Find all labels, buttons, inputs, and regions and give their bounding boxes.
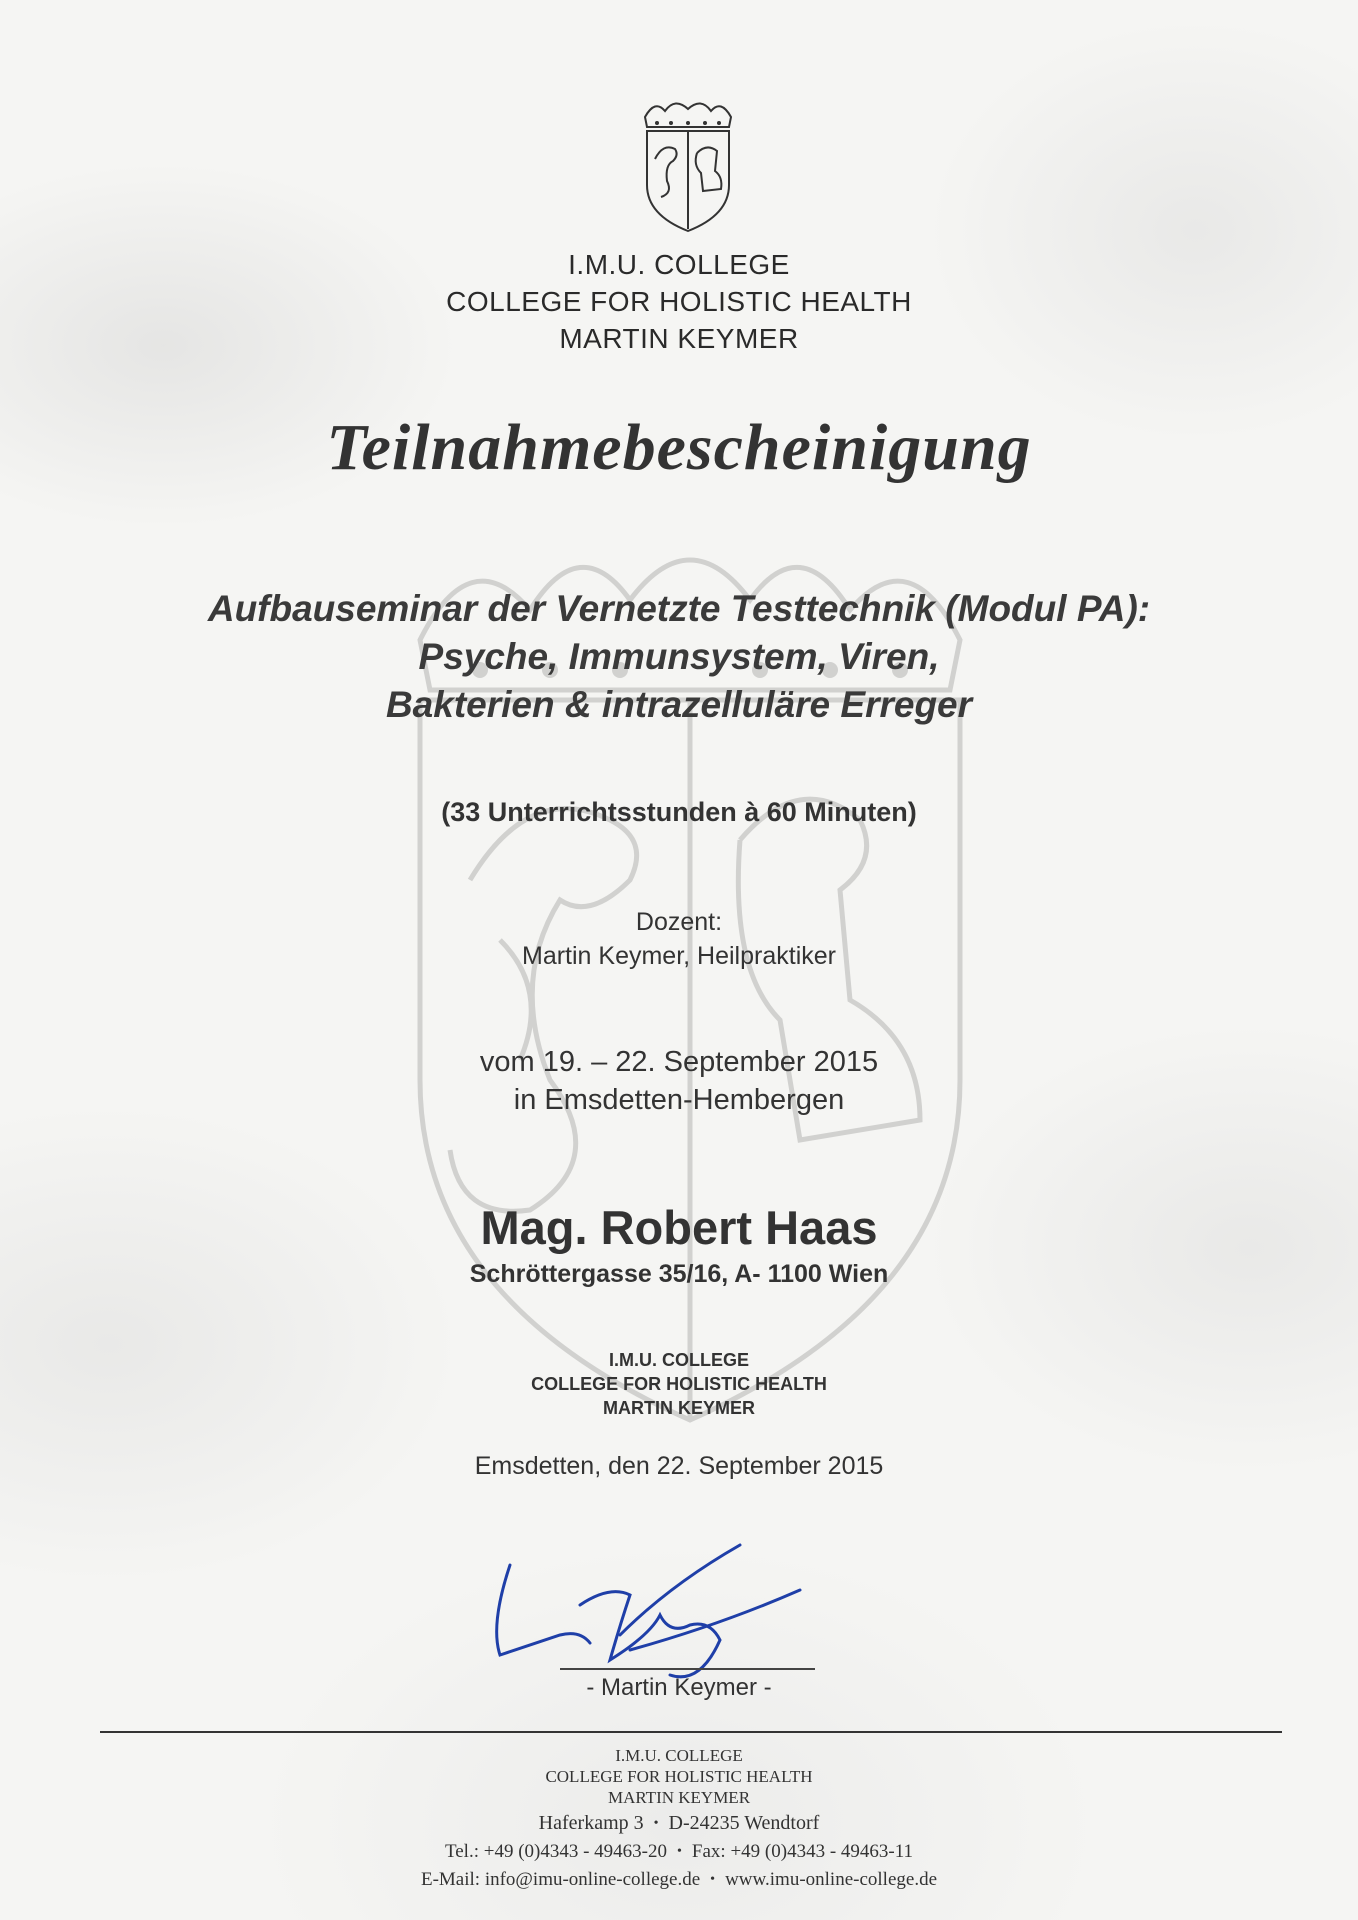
signer-name: - Martin Keymer -: [586, 1674, 772, 1701]
footer-street: Haferkamp 3: [538, 1812, 644, 1834]
separator-icon: •: [653, 1816, 659, 1831]
college-stamp: [0, 1348, 1358, 1420]
footer-website[interactable]: www.imu-online-college.de: [725, 1869, 938, 1890]
college-crest-icon: [641, 95, 735, 233]
footer-line: COLLEGE FOR HOLISTIC HEALTH: [545, 1767, 813, 1786]
participant-address: Schröttergasse 35/16, A- 1100 Wien: [469, 1260, 889, 1288]
course-period: [0, 1043, 1358, 1119]
institution-header: [0, 246, 1358, 357]
footer: [0, 1745, 1358, 1895]
place-date: Emsdetten, den 22. September 2015: [474, 1452, 884, 1480]
lecturer-block: [0, 905, 1358, 973]
course-dates: vom 19. – 22. September 2015: [479, 1046, 879, 1078]
footer-email[interactable]: E-Mail: info@imu-online-college.de: [420, 1869, 701, 1890]
lecturer-label: Dozent:: [635, 908, 723, 936]
institution-line: I.M.U. COLLEGE: [568, 249, 790, 280]
separator-icon: •: [677, 1844, 682, 1859]
course-line: Bakterien & intrazelluläre Erreger: [385, 684, 973, 725]
separator-icon: •: [710, 1872, 716, 1887]
footer-divider: [100, 1731, 1282, 1733]
signature-line: [560, 1668, 815, 1670]
course-hours: (33 Unterrichtsstunden à 60 Minuten): [441, 797, 917, 827]
lecturer-name: Martin Keymer, Heilpraktiker: [522, 942, 836, 970]
stamp-line: I.M.U. COLLEGE: [608, 1350, 749, 1370]
course-line: Psyche, Immunsystem, Viren,: [418, 636, 940, 677]
footer-tel: Tel.: +49 (0)4343 - 49463-20: [444, 1841, 668, 1862]
footer-city: D-24235 Wendtorf: [668, 1812, 820, 1834]
institution-line: COLLEGE FOR HOLISTIC HEALTH: [446, 286, 912, 317]
footer-line: MARTIN KEYMER: [607, 1788, 751, 1807]
participant-name: Mag. Robert Haas: [480, 1201, 878, 1254]
stamp-line: COLLEGE FOR HOLISTIC HEALTH: [531, 1374, 827, 1394]
footer-phone: [0, 1839, 1358, 1867]
footer-contact: [0, 1867, 1358, 1895]
stamp-line: MARTIN KEYMER: [603, 1398, 755, 1418]
certificate-title: Teilnahmebescheinigung: [326, 411, 1032, 484]
footer-fax: Fax: +49 (0)4343 - 49463-11: [691, 1841, 914, 1862]
institution-line: MARTIN KEYMER: [559, 323, 799, 354]
footer-line: I.M.U. COLLEGE: [615, 1746, 743, 1765]
course-title: [0, 585, 1358, 729]
course-line: Aufbauseminar der Vernetzte Testtechnik (Modul PA):: [207, 588, 1151, 629]
footer-address: [0, 1810, 1358, 1839]
course-location: in Emsdetten-Hembergen: [513, 1084, 845, 1116]
